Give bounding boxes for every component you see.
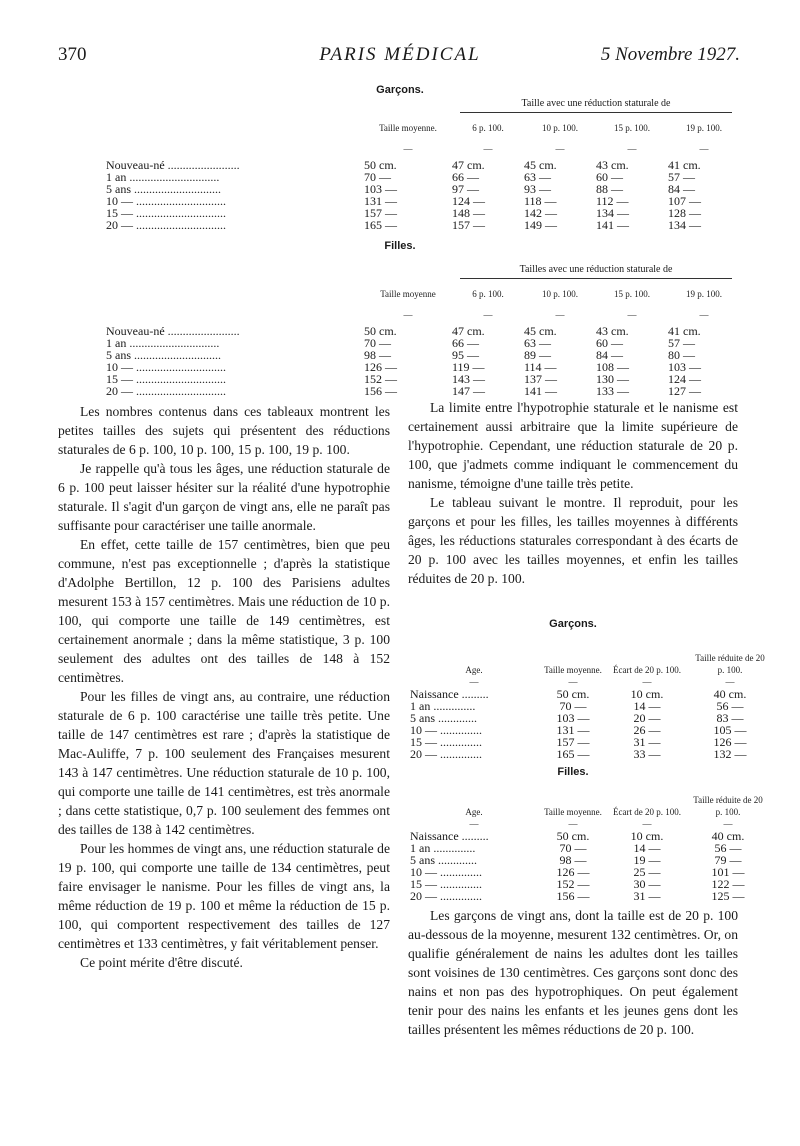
col-header: 6 p. 100.	[472, 289, 504, 299]
col-dash: —	[555, 310, 565, 320]
paragraph: Ce point mérite d'être discuté.	[80, 955, 243, 970]
journal-title: PARIS MÉDICAL	[319, 44, 481, 65]
table-row: 5 ans ............................. 103 — 97 — 93 — 88 — 84 —	[106, 182, 695, 196]
col-dash: —	[469, 677, 479, 687]
col-dash: —	[723, 819, 733, 829]
paragraph: Je rappelle qu'à tous les âges, une réduction staturale de 6 p. 100 peut laisser hésiter sur la réalité d'une hypotrophie staturale. Il s'agit d'un garçon de vingt ans, elle ne paraît pas suffisante pour caractériser une taille anormale.	[58, 461, 390, 533]
col-header: Age.	[465, 665, 483, 675]
col-dash: —	[627, 310, 637, 320]
table-row: 20 — .............. 165 — 33 — 132 —	[410, 747, 747, 761]
top-girls-title: Filles.	[384, 240, 416, 252]
table-row: Nouveau-né ........................ 50 cm. 47 cm. 45 cm. 43 cm. 41 cm.	[106, 158, 701, 172]
paragraph: Pour les filles de vingt ans, au contraire, une réduction staturale de 6 p. 100 caractérise une taille très petite. Une taille de 147 centimètres est rare ; d'après la statistique de Mac-Auliffe, 7 p. 100 seulement des Françaises mesurent 143 à 147 centimètres. Une réduction staturale de 10 p. 100, qui comporte une taille de 141 centimètres, est très anormale ; dans cette statistique, 0,7 p. 100 seulement des femmes ont des tailles de 138 à 142 centimètres.	[58, 689, 390, 837]
top-boys-span-header: Taille avec une réduction staturale de	[452, 98, 740, 113]
table-row: 5 ans ............. 103 — 20 — 83 —	[410, 711, 744, 725]
col-header: 10 p. 100.	[542, 289, 578, 299]
col-header: 6 p. 100.	[472, 123, 504, 133]
bottom-girls-title: Filles.	[557, 766, 589, 778]
page-number: 370	[58, 44, 87, 65]
paragraph: Le tableau suivant le montre. Il reproduit, pour les garçons et pour les filles, les tailles moyennes à différents âges, les réductions staturales correspondant à des écarts de 20 p. 100 avec les tailles moyennes, et enfin les tailles réduites de 20 p. 100.	[408, 495, 738, 586]
table-row: 10 — .............................. 131 — 124 — 118 — 112 — 107 —	[106, 194, 701, 208]
paragraph: En effet, cette taille de 157 centimètres, bien que peu commune, n'est pas exceptionnelle ; d'après la statistique d'Adolphe Bertillon, 12 p. 100 des Parisiens adultes mesurent 153 à 157 centimètres. Mais une réduction de 10 p. 100, qui comporte une taille de 149 centimètres, est certainement anormale ; dans la même statistique, 3 p. 100 seulement des adultes ont des tailles de 148 à 152 centimètres.	[58, 537, 390, 685]
col-dash: —	[699, 144, 709, 154]
col-header: Taille réduite de 20 p. 100.	[695, 653, 765, 675]
col-header: 19 p. 100.	[686, 289, 722, 299]
col-header: Taille moyenne.	[379, 123, 437, 133]
table-row: 15 — .............................. 152 — 143 — 137 — 130 — 124 —	[106, 372, 701, 386]
paragraph: Les garçons de vingt ans, dont la taille est de 20 p. 100 au-dessous de la moyenne, mesurent 132 centimètres. Or, on qualifie généralement de nains les adultes dont les tailles sont voisines de 130 centimètres. Ces garçons sont donc des nains et non pas des hypotrophiques. On peut également tenir pour des nains les enfants et les jeunes gens dont les tailles présentent les mêmes réductions de 20 p. 100.	[408, 908, 738, 1037]
left-column	[58, 402, 390, 972]
paragraph: Les nombres contenus dans ces tableaux montrent les petites tailles des sujets qui présentent des réductions staturales de 6 p. 100, 10 p. 100, 15 p. 100, 19 p. 100.	[58, 404, 390, 457]
col-dash: —	[403, 144, 413, 154]
col-header: 19 p. 100.	[686, 123, 722, 133]
col-header: 15 p. 100.	[614, 289, 650, 299]
table-row: 20 — .............................. 165 — 157 — 149 — 141 — 134 —	[106, 218, 701, 232]
table-row: 20 — .............................. 156 — 147 — 141 — 133 — 127 —	[106, 384, 701, 398]
col-dash: —	[568, 677, 578, 687]
table-row: 1 an .............. 70 — 14 — 56 —	[410, 699, 744, 713]
bottom-girls-table	[410, 782, 770, 902]
col-dash: —	[555, 144, 565, 154]
paragraph: La limite entre l'hypotrophie staturale et le nanisme est certainement aussi arbitraire que la limite supérieure de l'hypotrophie. Cependant, une réduction staturale de 20 p. 100, que j'admets comme indiquant le commencement du nanisme, témoigne d'une taille très petite.	[408, 400, 738, 491]
col-header: 10 p. 100.	[542, 123, 578, 133]
col-dash: —	[469, 819, 479, 829]
paragraph: Pour les hommes de vingt ans, une réduction staturale de 19 p. 100, qui comporte une taille de 134 centimètres, peut faire envisager le nanisme. Pour les filles de vingt ans, la même réduction de 19 p. 100 et même la réduction de 15 p. 100, qui comportent respectivement des tailles de 127 centimètres et 133 centimètres, y fait véritablement penser.	[58, 841, 390, 951]
col-header: Écart de 20 p. 100.	[613, 665, 681, 675]
table-row: Naissance ......... 50 cm. 10 cm. 40 cm.	[410, 829, 745, 843]
table-row: Naissance ......... 50 cm. 10 cm. 40 cm.	[410, 687, 747, 701]
col-header: Taille réduite de 20 p. 100.	[693, 795, 763, 817]
col-dash: —	[568, 819, 578, 829]
table-row: 15 — .............. 157 — 31 — 126 —	[410, 735, 747, 749]
col-dash: —	[483, 310, 493, 320]
table-row: 10 — .............. 126 — 25 — 101 —	[410, 865, 745, 879]
col-header: Taille moyenne.	[544, 665, 602, 675]
col-dash: —	[483, 144, 493, 154]
table-row: 20 — .............. 156 — 31 — 125 —	[410, 889, 745, 903]
bottom-boys-table	[410, 634, 774, 760]
col-header: Age.	[465, 807, 483, 817]
bottom-boys-title: Garçons.	[549, 618, 597, 630]
top-boys-title: Garçons.	[376, 84, 424, 96]
col-header: Taille moyenne	[380, 289, 436, 299]
col-header: Écart de 20 p. 100.	[613, 807, 681, 817]
table-row: 5 ans ............................. 98 — 95 — 89 — 84 — 80 —	[106, 348, 695, 362]
table-row: 15 — .............. 152 — 30 — 122 —	[410, 877, 745, 891]
right-column-top	[408, 398, 738, 588]
col-dash: —	[403, 310, 413, 320]
col-dash: —	[725, 677, 735, 687]
table-row: 5 ans ............. 98 — 19 — 79 —	[410, 853, 742, 867]
table-row: 1 an .............. 70 — 14 — 56 —	[410, 841, 742, 855]
top-girls-span-header: Tailles avec une réduction staturale de	[452, 264, 740, 279]
col-header: 15 p. 100.	[614, 123, 650, 133]
top-boys-table	[106, 98, 740, 231]
table-row: 1 an .............................. 70 — 66 — 63 — 60 — 57 —	[106, 170, 695, 184]
right-column-bottom	[408, 906, 738, 1039]
issue-date: 5 Novembre 1927.	[600, 44, 740, 65]
top-girls-table	[106, 264, 740, 397]
col-dash: —	[642, 677, 652, 687]
table-row: 15 — .............................. 157 — 148 — 142 — 134 — 128 —	[106, 206, 701, 220]
col-header: Taille moyenne.	[544, 807, 602, 817]
col-dash: —	[642, 819, 652, 829]
table-row: Nouveau-né ........................ 50 cm. 47 cm. 45 cm. 43 cm. 41 cm.	[106, 324, 701, 338]
page-header	[0, 44, 800, 74]
table-row: 10 — .............. 131 — 26 — 105 —	[410, 723, 747, 737]
table-row: 1 an .............................. 70 — 66 — 63 — 60 — 57 —	[106, 336, 695, 350]
col-dash: —	[627, 144, 637, 154]
col-dash: —	[699, 310, 709, 320]
table-row: 10 — .............................. 126 — 119 — 114 — 108 — 103 —	[106, 360, 701, 374]
